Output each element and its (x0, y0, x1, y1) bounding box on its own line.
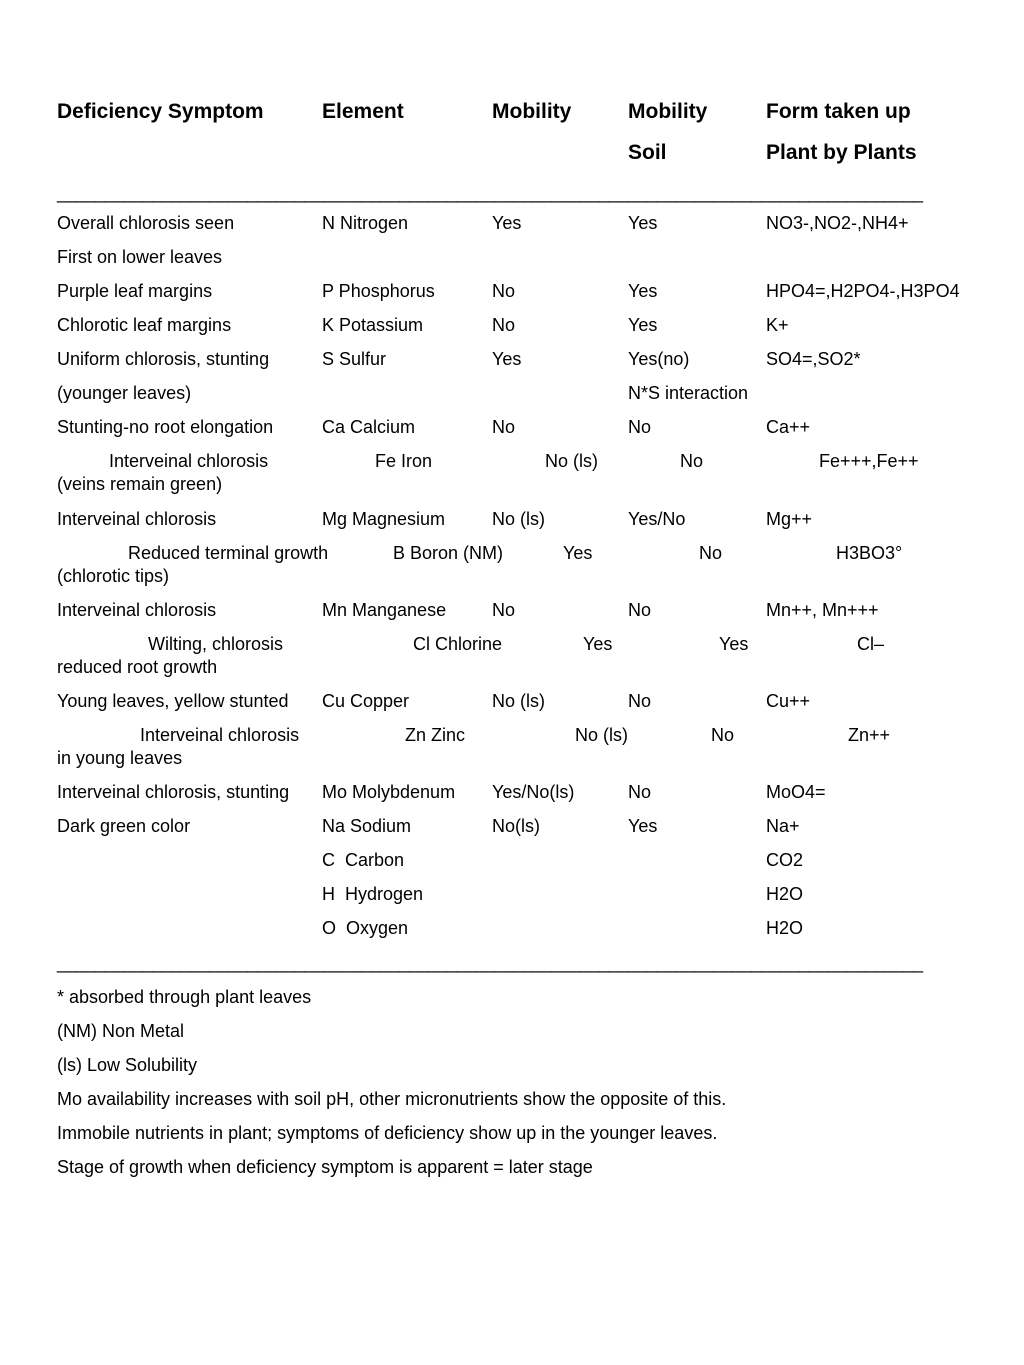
top-rule: ___________________________________________________________________________________________ (57, 183, 923, 203)
row-mobility: Yes/No(ls) (492, 782, 575, 802)
row-symptom: Interveinal chlorosis, stunting (57, 782, 290, 802)
row-soil: No (628, 782, 652, 802)
row-mobility: Yes (583, 634, 613, 654)
row-symptom-continuation: (veins remain green) (57, 474, 223, 494)
row-symptom: Purple leaf margins (57, 281, 213, 301)
row-mobility: No (492, 417, 516, 437)
row-element: Mg Magnesium (322, 509, 446, 529)
row-element: Fe Iron (375, 451, 433, 471)
row-mobility: No (ls) (545, 451, 598, 471)
row-element: C Carbon (322, 850, 405, 870)
row-form: HPO4=,H2PO4-,H3PO4 (766, 281, 960, 301)
row-soil: No (628, 600, 652, 620)
row-symptom: First on lower leaves (57, 247, 223, 267)
row-element: P Phosphorus (322, 281, 435, 301)
row-soil: Yes (628, 281, 658, 301)
row-form: H2O (766, 884, 804, 904)
row-symptom: Uniform chlorosis, stunting (57, 349, 270, 369)
row-mobility: No (492, 281, 516, 301)
row-mobility: No (ls) (575, 725, 628, 745)
row-symptom: (younger leaves) (57, 383, 192, 403)
row-soil: N*S interaction (628, 383, 749, 403)
row-form: CO2 (766, 850, 804, 870)
row-form: Mn++, Mn+++ (766, 600, 879, 620)
row-form: Zn++ (848, 725, 891, 745)
row-mobility: Yes (563, 543, 593, 563)
row-element: Mo Molybdenum (322, 782, 456, 802)
row-element: N Nitrogen (322, 213, 409, 233)
row-mobility: Yes (492, 349, 522, 369)
row-soil: No (711, 725, 735, 745)
row-form: NO3-,NO2-,NH4+ (766, 213, 909, 233)
row-mobility: Yes (492, 213, 522, 233)
header-form-taken-up: Form taken up (766, 100, 911, 123)
row-symptom: Reduced terminal growth (128, 543, 329, 563)
header-element: Element (322, 100, 404, 123)
row-symptom: Overall chlorosis seen (57, 213, 235, 233)
row-mobility: No (ls) (492, 509, 545, 529)
row-symptom: Interveinal chlorosis (140, 725, 300, 745)
row-form: Fe+++,Fe++ (819, 451, 919, 471)
row-symptom: Stunting-no root elongation (57, 417, 274, 437)
row-element: S Sulfur (322, 349, 387, 369)
row-soil: Yes (628, 816, 658, 836)
row-soil: No (628, 417, 652, 437)
row-form: Cu++ (766, 691, 811, 711)
row-form: Mg++ (766, 509, 813, 529)
row-symptom: Young leaves, yellow stunted (57, 691, 289, 711)
row-mobility: No (492, 315, 516, 335)
header-mobility: Mobility (492, 100, 572, 123)
row-soil: No (680, 451, 704, 471)
row-form: H2O (766, 918, 804, 938)
row-symptom-continuation: (chlorotic tips) (57, 566, 170, 586)
row-soil: No (699, 543, 723, 563)
row-mobility: No (492, 600, 516, 620)
row-mobility: No (ls) (492, 691, 545, 711)
header-mobility-soil: Mobility (628, 100, 708, 123)
row-mobility: No(ls) (492, 816, 540, 836)
header-mobility-soil-2: Soil (628, 141, 667, 164)
row-symptom: Interveinal chlorosis (57, 600, 217, 620)
row-form: K+ (766, 315, 789, 335)
row-soil: Yes (628, 315, 658, 335)
row-element: Zn Zinc (405, 725, 466, 745)
footnote: Immobile nutrients in plant; symptoms of deficiency show up in the younger leaves. (57, 1123, 718, 1143)
row-form: Na+ (766, 816, 800, 836)
row-symptom: Dark green color (57, 816, 191, 836)
footnote: Mo availability increases with soil pH, other micronutrients show the opposite of this. (57, 1089, 727, 1109)
header-form-taken-up-2: Plant by Plants (766, 141, 917, 164)
row-element: O Oxygen (322, 918, 409, 938)
footnote: (ls) Low Solubility (57, 1055, 198, 1075)
row-symptom-continuation: in young leaves (57, 748, 183, 768)
row-element: Cl Chlorine (413, 634, 503, 654)
row-soil: No (628, 691, 652, 711)
row-symptom: Interveinal chlorosis (57, 509, 217, 529)
row-element: H Hydrogen (322, 884, 424, 904)
row-symptom: Interveinal chlorosis (109, 451, 269, 471)
row-element: Cu Copper (322, 691, 410, 711)
row-element: Mn Manganese (322, 600, 447, 620)
row-element: K Potassium (322, 315, 424, 335)
row-form: Cl– (857, 634, 885, 654)
row-element: B Boron (NM) (393, 543, 504, 563)
row-soil: Yes (719, 634, 749, 654)
footnote: * absorbed through plant leaves (57, 987, 312, 1007)
row-soil: Yes(no) (628, 349, 690, 369)
row-form: SO4=,SO2* (766, 349, 861, 369)
header-deficiency-symptom: Deficiency Symptom (57, 100, 264, 123)
row-form: MoO4= (766, 782, 826, 802)
footnote: Stage of growth when deficiency symptom is apparent = later stage (57, 1157, 593, 1177)
row-symptom: Wilting, chlorosis (148, 634, 284, 654)
row-form: H3BO3° (836, 543, 903, 563)
footnote: (NM) Non Metal (57, 1021, 185, 1041)
bottom-rule: ___________________________________________________________________________________________ (57, 953, 923, 973)
row-soil: Yes (628, 213, 658, 233)
row-element: Ca Calcium (322, 417, 416, 437)
row-symptom-continuation: reduced root growth (57, 657, 218, 677)
row-soil: Yes/No (628, 509, 686, 529)
row-symptom: Chlorotic leaf margins (57, 315, 232, 335)
row-form: Ca++ (766, 417, 811, 437)
row-element: Na Sodium (322, 816, 412, 836)
